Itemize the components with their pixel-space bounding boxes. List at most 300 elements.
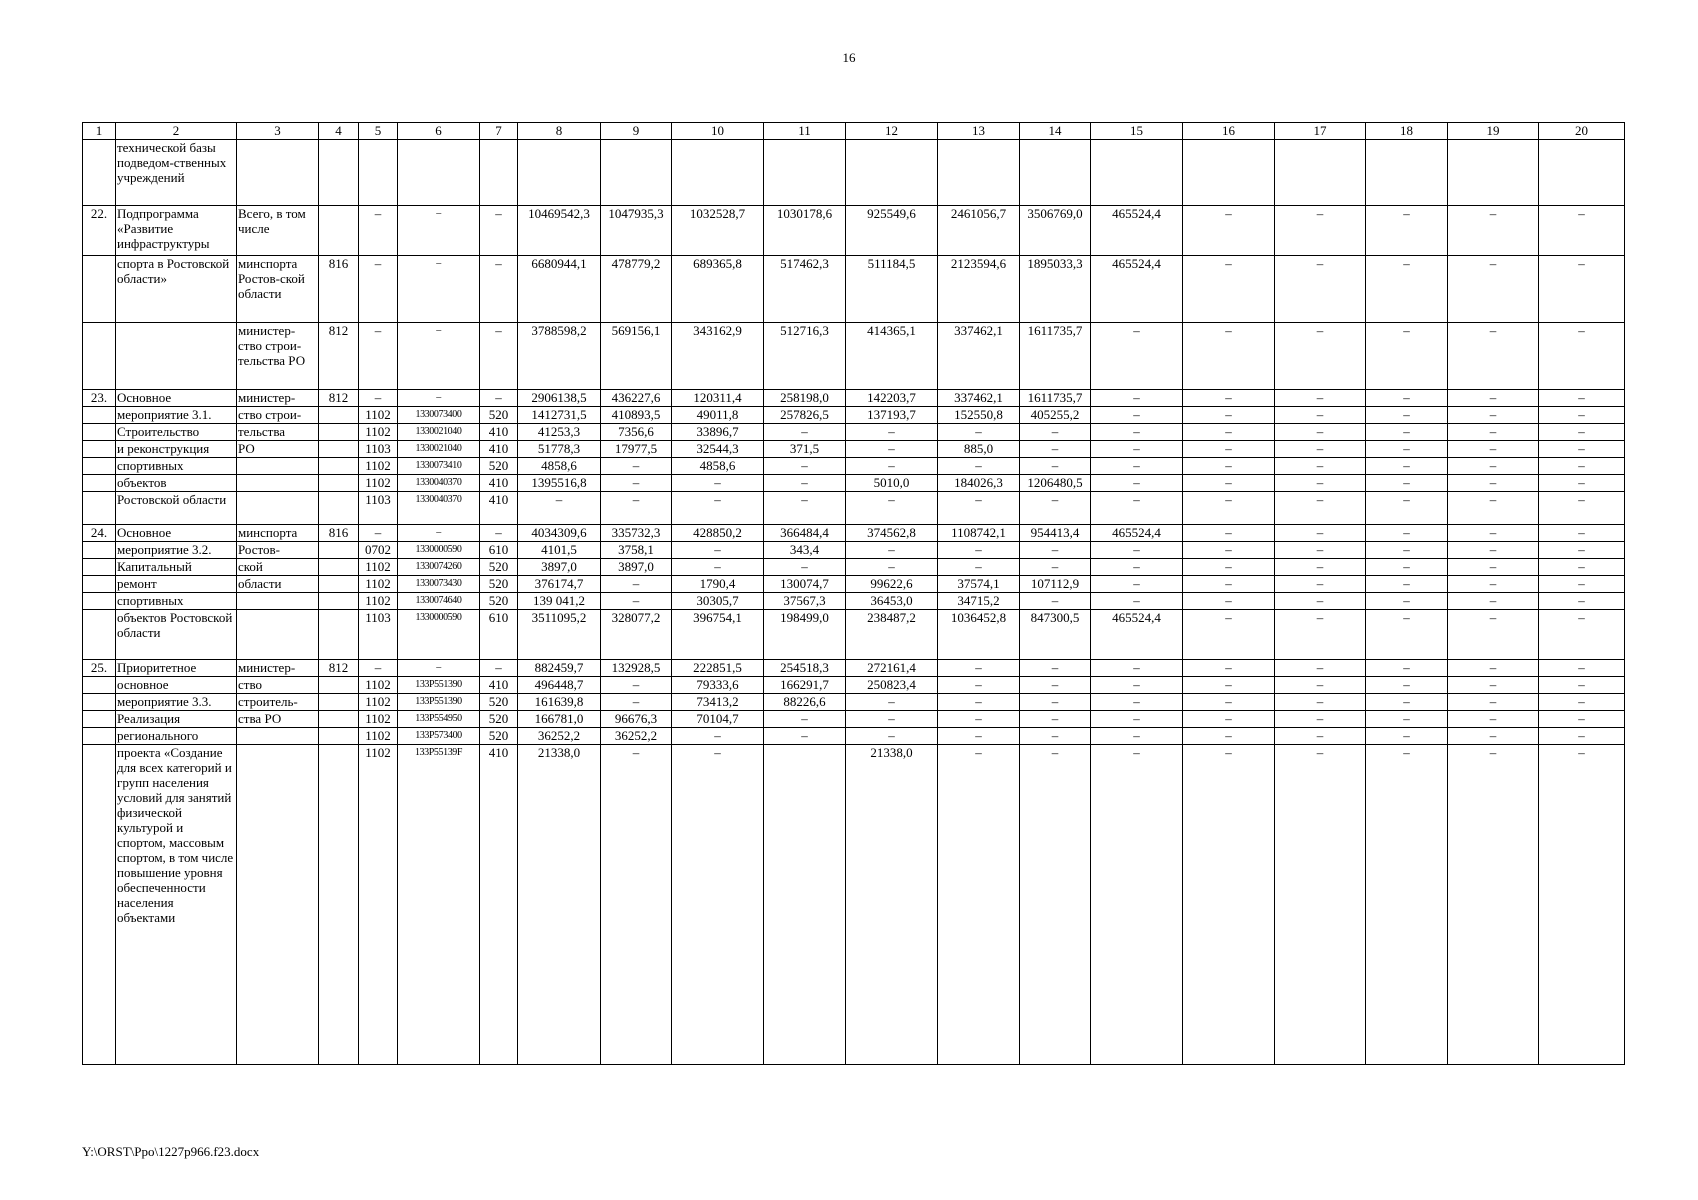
header-cell: 14: [1020, 123, 1091, 140]
amount-cell: –: [764, 728, 846, 745]
amount-cell: 396754,1: [672, 610, 764, 660]
amount-cell: –: [846, 441, 938, 458]
amount-cell: –: [1448, 390, 1539, 407]
amount-cell: 1790,4: [672, 576, 764, 593]
header-cell: 2: [116, 123, 237, 140]
expense-type-cell: 410: [480, 441, 518, 458]
amount-cell: –: [1275, 745, 1366, 1065]
grbs-code-cell: [319, 140, 359, 206]
amount-cell: 436227,6: [601, 390, 672, 407]
amount-cell: 36453,0: [846, 593, 938, 610]
row-number-cell: [83, 475, 116, 492]
table-row: [83, 458, 1625, 475]
amount-cell: –: [1275, 492, 1366, 525]
amount-cell: –: [1448, 407, 1539, 424]
amount-cell: –: [1366, 441, 1448, 458]
amount-cell: –: [1448, 206, 1539, 256]
header-cell: 19: [1448, 123, 1539, 140]
amount-cell: 689365,8: [672, 256, 764, 323]
amount-cell: –: [1366, 492, 1448, 525]
amount-cell: 3506769,0: [1020, 206, 1091, 256]
row-number-cell: [83, 728, 116, 745]
amount-cell: –: [1366, 475, 1448, 492]
program-name-cell: Капитальный: [116, 559, 237, 576]
table-row: [83, 256, 1625, 323]
program-name-cell: проекта «Создание для всех категорий и групп населения условий для занятий физической культурой и спортом, массовым спортом, в том числе повышение уровня обеспеченности населения объектами: [116, 745, 237, 1065]
amount-cell: –: [1539, 390, 1625, 407]
amount-cell: –: [1366, 711, 1448, 728]
expense-type-cell: –: [480, 323, 518, 390]
executor-cell: строитель-: [237, 694, 319, 711]
amount-cell: 1032528,7: [672, 206, 764, 256]
amount-cell: –: [1275, 256, 1366, 323]
executor-cell: [237, 728, 319, 745]
table-row: [83, 660, 1625, 677]
amount-cell: –: [1539, 407, 1625, 424]
amount-cell: –: [1366, 745, 1448, 1065]
expense-type-cell: 520: [480, 559, 518, 576]
amount-cell: –: [1448, 492, 1539, 525]
amount-cell: –: [1183, 593, 1275, 610]
amount-cell: –: [1275, 458, 1366, 475]
program-name-cell: Строительство: [116, 424, 237, 441]
amount-cell: 73413,2: [672, 694, 764, 711]
amount-cell: –: [938, 660, 1020, 677]
amount-cell: –: [1020, 559, 1091, 576]
amount-cell: –: [1183, 728, 1275, 745]
target-article-cell: 1330000590: [398, 610, 480, 660]
amount-cell: –: [1539, 593, 1625, 610]
amount-cell: 4858,6: [672, 458, 764, 475]
executor-cell: министер-: [237, 390, 319, 407]
executor-cell: тельства: [237, 424, 319, 441]
table-row: [83, 475, 1625, 492]
amount-cell: 250823,4: [846, 677, 938, 694]
executor-cell: [237, 140, 319, 206]
amount-cell: 34715,2: [938, 593, 1020, 610]
amount-cell: –: [1448, 728, 1539, 745]
header-cell: 10: [672, 123, 764, 140]
amount-cell: –: [1366, 610, 1448, 660]
amount-cell: –: [1020, 728, 1091, 745]
amount-cell: –: [1275, 424, 1366, 441]
grbs-code-cell: 812: [319, 323, 359, 390]
amount-cell: –: [1448, 677, 1539, 694]
amount-cell: –: [938, 694, 1020, 711]
row-number-cell: [83, 424, 116, 441]
amount-cell: 10469542,3: [518, 206, 601, 256]
amount-cell: –: [1020, 492, 1091, 525]
executor-cell: минспорта Ростов-ской области: [237, 256, 319, 323]
program-name-cell: Подпрограмма «Развитие инфраструктуры: [116, 206, 237, 256]
amount-cell: –: [938, 542, 1020, 559]
amount-cell: 272161,4: [846, 660, 938, 677]
amount-cell: 198499,0: [764, 610, 846, 660]
header-cell: 11: [764, 123, 846, 140]
amount-cell: [846, 140, 938, 206]
program-name-cell: мероприятие 3.3.: [116, 694, 237, 711]
expense-type-cell: 520: [480, 711, 518, 728]
amount-cell: –: [1275, 694, 1366, 711]
section-code-cell: 0702: [359, 542, 398, 559]
amount-cell: 337462,1: [938, 390, 1020, 407]
expense-type-cell: 520: [480, 593, 518, 610]
amount-cell: –: [1448, 576, 1539, 593]
program-name-cell: объектов Ростовской области: [116, 610, 237, 660]
amount-cell: 2123594,6: [938, 256, 1020, 323]
header-cell: 1: [83, 123, 116, 140]
grbs-code-cell: [319, 407, 359, 424]
amount-cell: –: [1448, 542, 1539, 559]
executor-cell: ской: [237, 559, 319, 576]
row-number-cell: [83, 559, 116, 576]
amount-cell: 511184,5: [846, 256, 938, 323]
amount-cell: –: [1275, 542, 1366, 559]
amount-cell: 41253,3: [518, 424, 601, 441]
amount-cell: –: [1091, 390, 1183, 407]
section-code-cell: –: [359, 206, 398, 256]
amount-cell: 343162,9: [672, 323, 764, 390]
amount-cell: –: [846, 559, 938, 576]
amount-cell: –: [1366, 660, 1448, 677]
table-row: [83, 390, 1625, 407]
header-cell: 15: [1091, 123, 1183, 140]
grbs-code-cell: 816: [319, 525, 359, 542]
table-body: [83, 123, 1625, 1065]
amount-cell: 222851,5: [672, 660, 764, 677]
target-article-cell: –: [398, 256, 480, 323]
amount-cell: 21338,0: [518, 745, 601, 1065]
grbs-code-cell: 816: [319, 256, 359, 323]
amount-cell: –: [764, 492, 846, 525]
amount-cell: 32544,3: [672, 441, 764, 458]
header-cell: 5: [359, 123, 398, 140]
row-number-cell: [83, 593, 116, 610]
amount-cell: –: [846, 542, 938, 559]
section-code-cell: –: [359, 660, 398, 677]
table-row: [83, 677, 1625, 694]
amount-cell: –: [1183, 441, 1275, 458]
target-article-cell: –: [398, 390, 480, 407]
footer-file-path: Y:\ORST\Ppo\1227p966.f23.docx: [82, 1144, 260, 1159]
amount-cell: –: [1366, 728, 1448, 745]
amount-cell: 885,0: [938, 441, 1020, 458]
amount-cell: –: [1539, 559, 1625, 576]
amount-cell: –: [1183, 206, 1275, 256]
header-cell: 17: [1275, 123, 1366, 140]
amount-cell: –: [1275, 660, 1366, 677]
amount-cell: –: [1366, 677, 1448, 694]
program-name-cell: спорта в Ростовской области»: [116, 256, 237, 323]
amount-cell: –: [1275, 559, 1366, 576]
amount-cell: –: [1366, 390, 1448, 407]
table-row: [83, 711, 1625, 728]
amount-cell: 257826,5: [764, 407, 846, 424]
grbs-code-cell: [319, 458, 359, 475]
amount-cell: [1091, 140, 1183, 206]
amount-cell: –: [1183, 711, 1275, 728]
amount-cell: [1539, 140, 1625, 206]
row-number-cell: 25.: [83, 660, 116, 677]
amount-cell: –: [1275, 206, 1366, 256]
amount-cell: 1395516,8: [518, 475, 601, 492]
amount-cell: –: [1539, 492, 1625, 525]
amount-cell: –: [1183, 576, 1275, 593]
amount-cell: –: [1091, 593, 1183, 610]
row-number-cell: 22.: [83, 206, 116, 256]
section-code-cell: 1102: [359, 559, 398, 576]
amount-cell: –: [1183, 256, 1275, 323]
amount-cell: –: [1539, 576, 1625, 593]
amount-cell: 21338,0: [846, 745, 938, 1065]
amount-cell: 107112,9: [1020, 576, 1091, 593]
amount-cell: –: [1448, 441, 1539, 458]
table-row: [83, 525, 1625, 542]
header-cell: 16: [1183, 123, 1275, 140]
amount-cell: 1036452,8: [938, 610, 1020, 660]
target-article-cell: –: [398, 323, 480, 390]
grbs-code-cell: [319, 441, 359, 458]
expense-type-cell: 520: [480, 576, 518, 593]
amount-cell: –: [601, 475, 672, 492]
amount-cell: –: [846, 711, 938, 728]
section-code-cell: –: [359, 390, 398, 407]
amount-cell: –: [601, 458, 672, 475]
row-number-cell: [83, 694, 116, 711]
amount-cell: –: [1448, 458, 1539, 475]
amount-cell: –: [1020, 745, 1091, 1065]
amount-cell: 3511095,2: [518, 610, 601, 660]
target-article-cell: 1330074260: [398, 559, 480, 576]
amount-cell: 496448,7: [518, 677, 601, 694]
section-code-cell: –: [359, 323, 398, 390]
amount-cell: 3897,0: [601, 559, 672, 576]
row-number-cell: [83, 492, 116, 525]
expense-type-cell: 520: [480, 407, 518, 424]
program-name-cell: мероприятие 3.2.: [116, 542, 237, 559]
grbs-code-cell: [319, 542, 359, 559]
amount-cell: 36252,2: [601, 728, 672, 745]
amount-cell: 925549,6: [846, 206, 938, 256]
grbs-code-cell: [319, 424, 359, 441]
amount-cell: 335732,3: [601, 525, 672, 542]
amount-cell: 152550,8: [938, 407, 1020, 424]
amount-cell: 1611735,7: [1020, 323, 1091, 390]
expense-type-cell: [480, 140, 518, 206]
program-name-cell: Основное: [116, 390, 237, 407]
amount-cell: –: [1366, 593, 1448, 610]
executor-cell: ства РО: [237, 711, 319, 728]
program-name-cell: мероприятие 3.1.: [116, 407, 237, 424]
executor-cell: минспорта: [237, 525, 319, 542]
section-code-cell: 1103: [359, 492, 398, 525]
amount-cell: –: [601, 576, 672, 593]
table-row: [83, 694, 1625, 711]
amount-cell: 1412731,5: [518, 407, 601, 424]
amount-cell: 512716,3: [764, 323, 846, 390]
target-article-cell: [398, 140, 480, 206]
amount-cell: –: [1091, 424, 1183, 441]
amount-cell: –: [1091, 542, 1183, 559]
amount-cell: –: [764, 475, 846, 492]
section-code-cell: –: [359, 256, 398, 323]
executor-cell: [237, 593, 319, 610]
amount-cell: –: [1091, 745, 1183, 1065]
section-code-cell: 1102: [359, 677, 398, 694]
section-code-cell: 1103: [359, 610, 398, 660]
amount-cell: –: [1275, 323, 1366, 390]
row-number-cell: [83, 745, 116, 1065]
grbs-code-cell: [319, 492, 359, 525]
amount-cell: –: [1020, 660, 1091, 677]
amount-cell: –: [1539, 424, 1625, 441]
executor-cell: министер-ство строи-тельства РО: [237, 323, 319, 390]
amount-cell: –: [1539, 475, 1625, 492]
amount-cell: –: [1366, 424, 1448, 441]
amount-cell: 405255,2: [1020, 407, 1091, 424]
grbs-code-cell: [319, 475, 359, 492]
expense-type-cell: –: [480, 390, 518, 407]
amount-cell: [672, 140, 764, 206]
amount-cell: 137193,7: [846, 407, 938, 424]
amount-cell: –: [1366, 559, 1448, 576]
amount-cell: [1020, 140, 1091, 206]
executor-cell: [237, 610, 319, 660]
amount-cell: 478779,2: [601, 256, 672, 323]
amount-cell: –: [601, 745, 672, 1065]
row-number-cell: [83, 407, 116, 424]
amount-cell: 166781,0: [518, 711, 601, 728]
target-article-cell: –: [398, 206, 480, 256]
target-article-cell: –: [398, 525, 480, 542]
expense-type-cell: 520: [480, 694, 518, 711]
amount-cell: 258198,0: [764, 390, 846, 407]
amount-cell: 465524,4: [1091, 525, 1183, 542]
amount-cell: 1895033,3: [1020, 256, 1091, 323]
amount-cell: –: [1183, 390, 1275, 407]
target-article-cell: 133P551390: [398, 677, 480, 694]
amount-cell: –: [1539, 323, 1625, 390]
amount-cell: –: [1366, 256, 1448, 323]
amount-cell: [601, 140, 672, 206]
amount-cell: –: [1183, 458, 1275, 475]
amount-cell: –: [518, 492, 601, 525]
grbs-code-cell: [319, 677, 359, 694]
amount-cell: –: [1275, 407, 1366, 424]
amount-cell: [764, 745, 846, 1065]
amount-cell: –: [846, 424, 938, 441]
page-number: 16: [842, 50, 856, 65]
grbs-code-cell: [319, 576, 359, 593]
executor-cell: ство: [237, 677, 319, 694]
amount-cell: –: [1183, 407, 1275, 424]
amount-cell: 1611735,7: [1020, 390, 1091, 407]
amount-cell: 1108742,1: [938, 525, 1020, 542]
amount-cell: –: [938, 711, 1020, 728]
amount-cell: –: [1091, 407, 1183, 424]
amount-cell: [1448, 140, 1539, 206]
amount-cell: 130074,7: [764, 576, 846, 593]
row-number-cell: 23.: [83, 390, 116, 407]
amount-cell: –: [1020, 694, 1091, 711]
amount-cell: –: [1183, 660, 1275, 677]
expense-type-cell: –: [480, 256, 518, 323]
amount-cell: 4034309,6: [518, 525, 601, 542]
program-name-cell: основное: [116, 677, 237, 694]
amount-cell: 2461056,7: [938, 206, 1020, 256]
section-code-cell: 1103: [359, 441, 398, 458]
amount-cell: –: [1020, 458, 1091, 475]
expense-type-cell: 520: [480, 458, 518, 475]
program-name-cell: объектов: [116, 475, 237, 492]
amount-cell: –: [938, 458, 1020, 475]
amount-cell: 96676,3: [601, 711, 672, 728]
amount-cell: –: [1020, 441, 1091, 458]
table-row: [83, 441, 1625, 458]
amount-cell: –: [1539, 610, 1625, 660]
amount-cell: –: [1275, 593, 1366, 610]
amount-cell: –: [1448, 694, 1539, 711]
amount-cell: –: [672, 728, 764, 745]
amount-cell: 51778,3: [518, 441, 601, 458]
amount-cell: –: [672, 542, 764, 559]
amount-cell: 465524,4: [1091, 610, 1183, 660]
expense-type-cell: –: [480, 660, 518, 677]
amount-cell: –: [672, 559, 764, 576]
expense-type-cell: –: [480, 525, 518, 542]
amount-cell: –: [672, 475, 764, 492]
amount-cell: 132928,5: [601, 660, 672, 677]
grbs-code-cell: [319, 694, 359, 711]
budget-table: [82, 122, 1625, 1065]
section-code-cell: 1102: [359, 475, 398, 492]
amount-cell: –: [1275, 610, 1366, 660]
table-row: [83, 492, 1625, 525]
amount-cell: –: [1366, 525, 1448, 542]
table-row: [83, 542, 1625, 559]
amount-cell: –: [1539, 441, 1625, 458]
amount-cell: 238487,2: [846, 610, 938, 660]
amount-cell: –: [846, 728, 938, 745]
amount-cell: –: [1183, 492, 1275, 525]
amount-cell: 166291,7: [764, 677, 846, 694]
amount-cell: 88226,6: [764, 694, 846, 711]
program-name-cell: и реконструкция: [116, 441, 237, 458]
amount-cell: 37574,1: [938, 576, 1020, 593]
amount-cell: –: [1275, 525, 1366, 542]
program-name-cell: Ростовской области: [116, 492, 237, 525]
program-name-cell: Основное: [116, 525, 237, 542]
amount-cell: –: [1366, 458, 1448, 475]
expense-type-cell: 410: [480, 475, 518, 492]
amount-cell: 37567,3: [764, 593, 846, 610]
amount-cell: 6680944,1: [518, 256, 601, 323]
amount-cell: –: [1366, 694, 1448, 711]
amount-cell: 49011,8: [672, 407, 764, 424]
program-name-cell: спортивных: [116, 593, 237, 610]
header-row: [83, 123, 1625, 140]
target-article-cell: 133P551390: [398, 694, 480, 711]
header-cell: 7: [480, 123, 518, 140]
amount-cell: 428850,2: [672, 525, 764, 542]
table-row: [83, 140, 1625, 206]
amount-cell: 374562,8: [846, 525, 938, 542]
amount-cell: 33896,7: [672, 424, 764, 441]
amount-cell: 142203,7: [846, 390, 938, 407]
amount-cell: –: [1366, 407, 1448, 424]
expense-type-cell: 610: [480, 542, 518, 559]
executor-cell: [237, 745, 319, 1065]
